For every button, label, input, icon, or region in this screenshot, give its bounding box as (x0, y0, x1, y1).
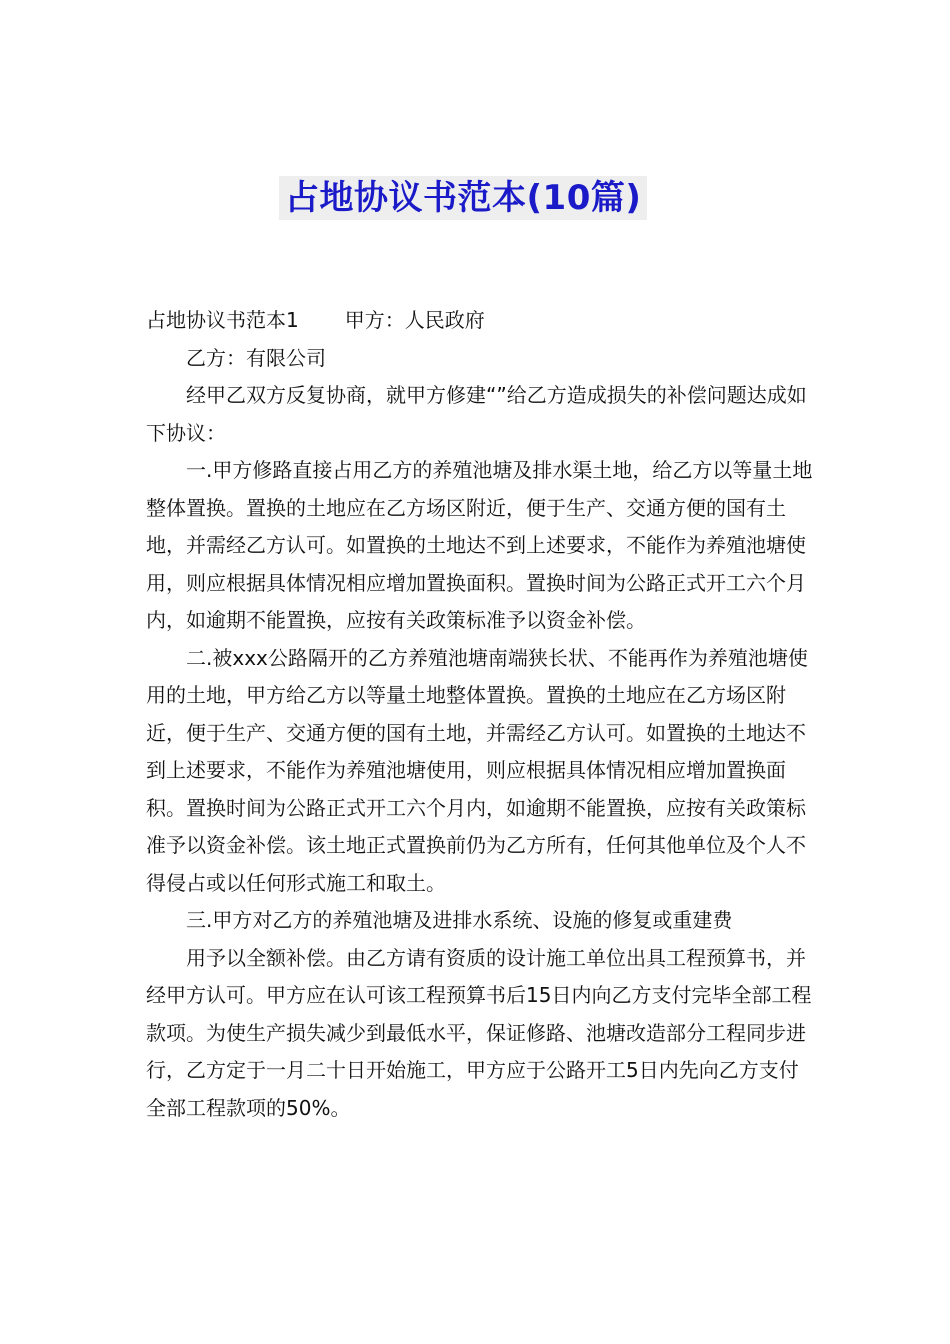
paragraph-clause-3: 三.甲方对乙方的养殖池塘及进排水系统、设施的修复或重建费 (186, 908, 733, 932)
party-b: 乙方：有限公司 (186, 345, 326, 370)
section-heading: 占地协议书范本1 (146, 308, 299, 332)
document-title: 占地协议书范本(10篇) (279, 176, 647, 220)
paragraph-intro: 经甲乙双方反复协商，就甲方修建“”给乙方造成损失的补偿问题达成如下协议： (146, 383, 807, 445)
party-a: 甲方：人民政府 (344, 308, 485, 332)
paragraph-clause-1: 一.甲方修路直接占用乙方的养殖池塘及排水渠土地，给乙方以等量土地整体置换。置换的土地应在乙方场区附近，便于生产、交通方便的国有土地，并需经乙方认可。如置换的土地达不到上述要求，不能作为养殖池塘使用，则应根据具体情况相应增加置换面积。置换时间为公路正式开工六个月内，如逾期不能置换，应按有关政策标准予以资金补偿。 (146, 458, 813, 632)
paragraph-clause-2: 二.被xxx公路隔开的乙方养殖池塘南端狭长状、不能再作为养殖池塘使用的土地，甲方给乙方以等量土地整体置换。置换的土地应在乙方场区附近，便于生产、交通方便的国有土地，并需经乙方认可。如置换的土地达不到上述要求，不能作为养殖池塘使用，则应根据具体情况相应增加置换面积。置换时间为公路正式开工六个月内，如逾期不能置换，应按有关政策标准予以资金补偿。该土地正式置换前仍为乙方所有，任何其他单位及个人不得侵占或以任何形式施工和取土。 (146, 645, 808, 895)
paragraph-clause-3-continued: 用予以全额补偿。由乙方请有资质的设计施工单位出具工程预算书，并经甲方认可。甲方应在认可该工程预算书后15日内向乙方支付完毕全部工程款项。为使生产损失减少到最低水平，保证修路、池塘改造部分工程同步进行，乙方定于一月二十日开始施工，甲方应于公路开工5日内先向乙方支付全部工程款项的50%。 (146, 945, 812, 1120)
document-body (146, 302, 816, 1127)
heading-line (146, 302, 816, 340)
